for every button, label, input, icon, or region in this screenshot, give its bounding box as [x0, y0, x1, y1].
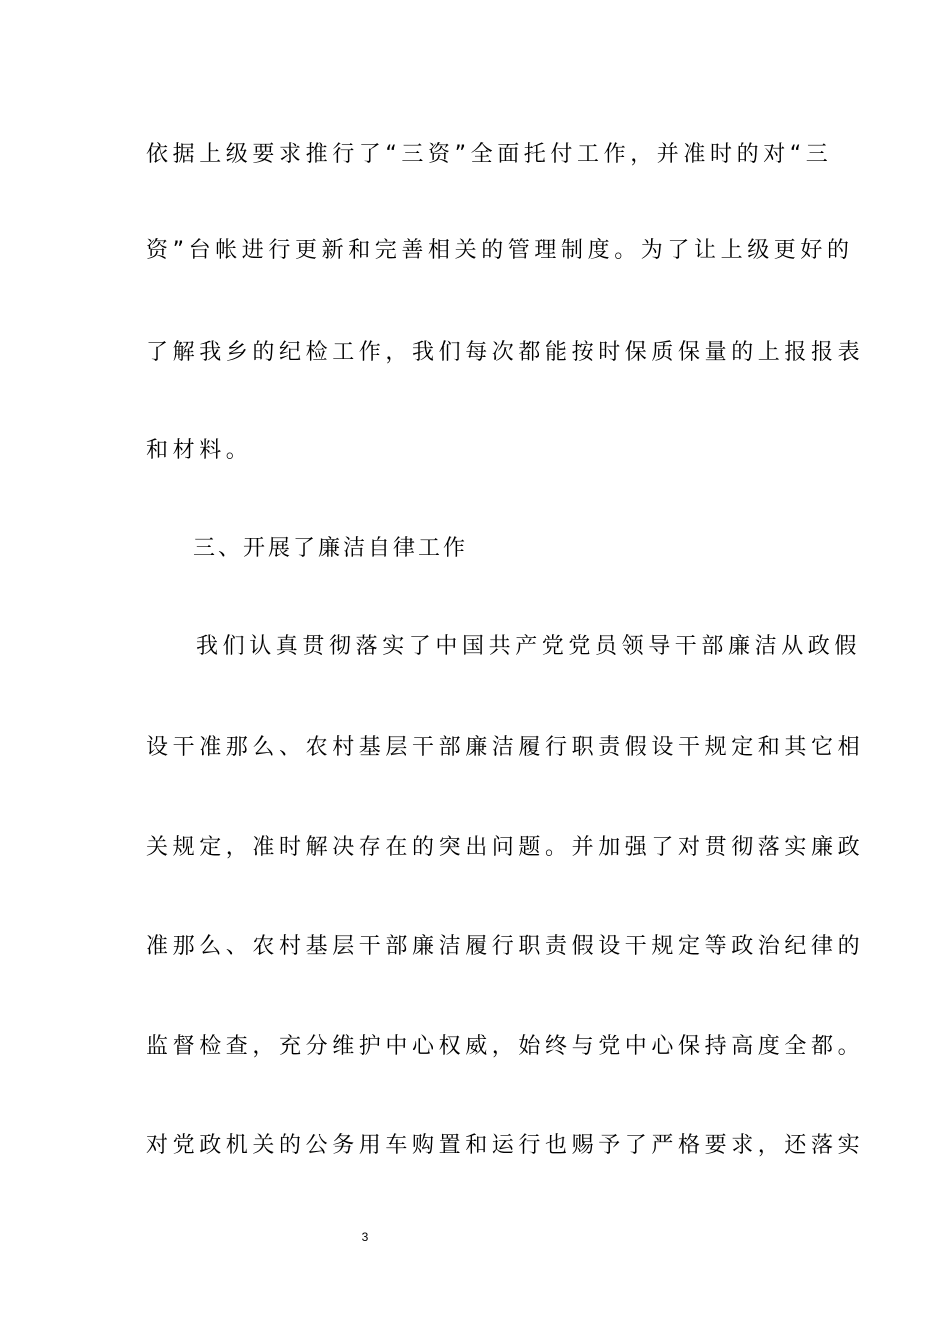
paragraph-1-line-3: 了解我乡的纪检工作，我们每次都能按时保质保量的上报报表 [146, 340, 865, 365]
section-heading: 三、开展了廉洁自律工作 [193, 536, 469, 561]
paragraph-2-line-3: 关规定，准时解决存在的突出问题。并加强了对贯彻落实廉政 [146, 835, 865, 860]
paragraph-2-line-5: 监督检查，充分维护中心权威，始终与党中心保持高度全都。 [146, 1034, 865, 1059]
paragraph-2-line-1: 我们认真贯彻落实了中国共产党党员领导干部廉洁从政假 [196, 634, 862, 659]
paragraph-1-line-4: 和材料。 [146, 438, 253, 463]
paragraph-1-line-1: 依据上级要求推行了“三资”全面托付工作，并准时的对“三 [146, 142, 833, 167]
paragraph-2-line-6: 对党政机关的公务用车购置和运行也赐予了严格要求，还落实 [146, 1133, 865, 1158]
paragraph-2-line-4: 准那么、农村基层干部廉洁履行职责假设干规定等政治纪律的 [146, 934, 865, 959]
paragraph-1-line-2: 资”台帐进行更新和完善相关的管理制度。为了让上级更好的 [146, 238, 854, 263]
paragraph-2-line-2: 设干准那么、农村基层干部廉洁履行职责假设干规定和其它相 [146, 735, 865, 760]
page-number: 3 [361, 1230, 369, 1244]
